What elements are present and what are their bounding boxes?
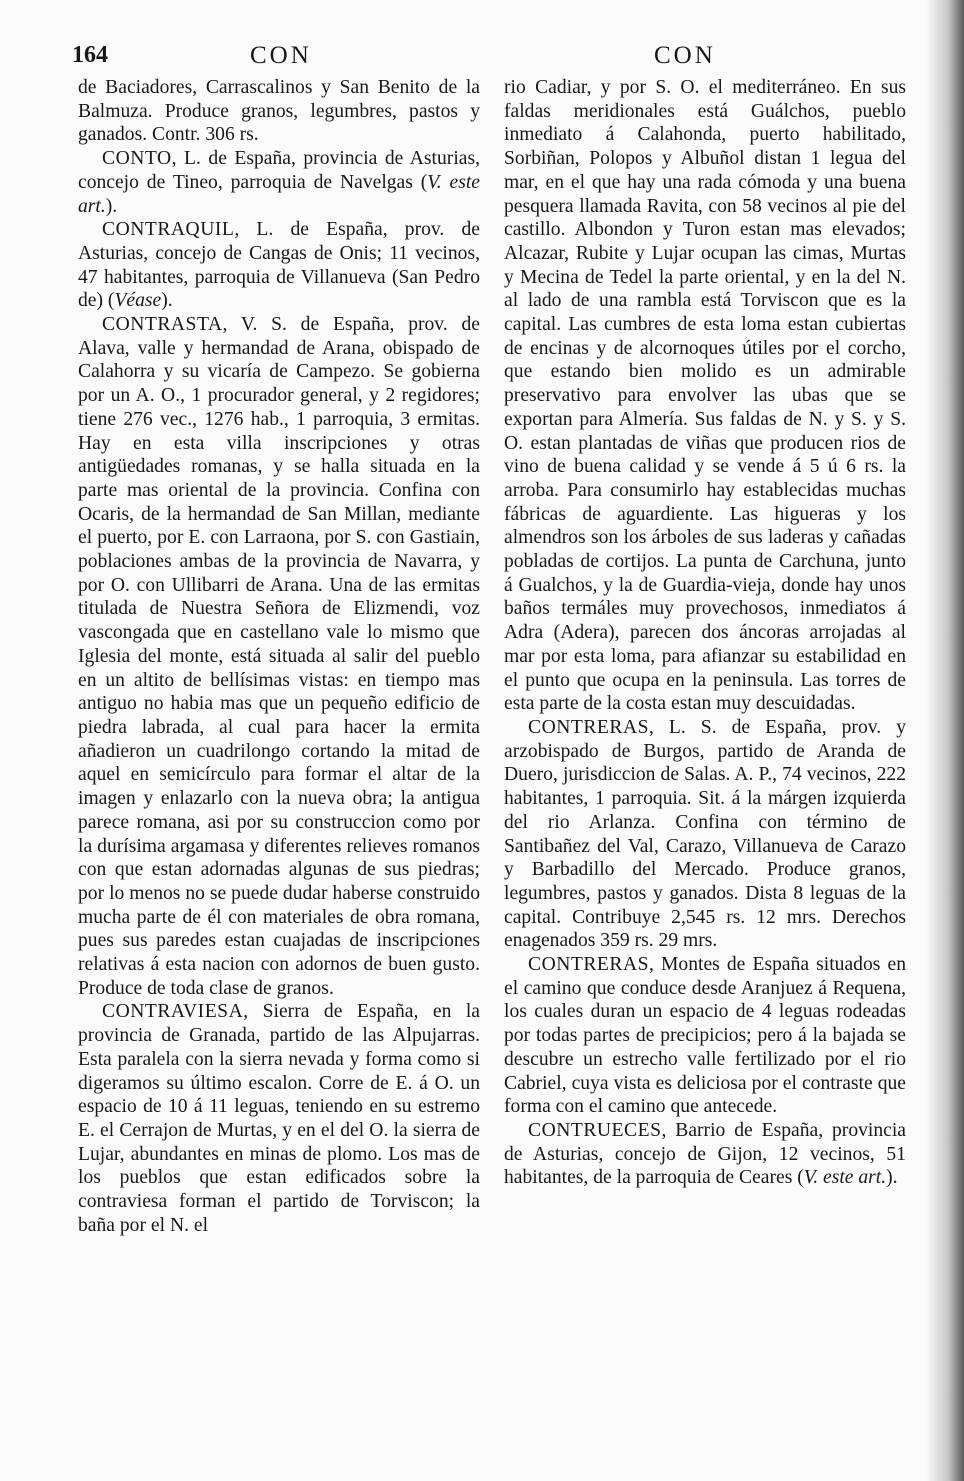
running-head-right: CON: [654, 42, 716, 69]
running-head-left: CON: [250, 42, 312, 69]
entry-headword: CONTRAQUIL: [102, 219, 235, 241]
entry-text: , L. de España, provincia de Asturias, concejo de Tineo, parroquia de Navelgas (: [78, 148, 480, 193]
entry-contreras-town: [504, 716, 906, 953]
entry-headword: CONTRASTA: [102, 314, 223, 336]
entry-text: , Sierra de España, en la provincia de Granada, partido de las Alpujarras. Esta paralela con la sierra nevada y forma como si digeramos su último escalon. Corre de E. á O. un espacio de 10 á 11 leguas, teniendo en su estremo E. el Cerrajon de Murtas, y en el del O. la sierra de Lujar, abundantes en minas de plomo. Los mas de los pueblos que estan edificados sobre la contraviesa forman el partido de Torviscon; la baña por el N. el: [78, 1001, 480, 1236]
page-number: 164: [72, 42, 108, 68]
page-header: [72, 38, 852, 78]
cross-reference: V. este art.: [78, 171, 480, 217]
entry-text: , L. de España, prov. de Asturias, concejo de Cangas de Onis; 11 vecinos, 47 habitantes, parroquia de Villanueva (San Pedro de) (: [78, 219, 480, 312]
entry-contraquil: [78, 218, 480, 313]
entry-text: , V. S. de España, prov. de Alava, valle y hermandad de Arana, obispado de Calahorra y su vicaría de Campezo. Se gobierna por un A. O., 1 procurador general, y 2 regidores; tiene 276 vec., 1276 hab., 1 parroquia, 3 ermitas. Hay en esta villa inscripciones y otras antigüedades romanas, y se halla situada en la parte mas oriental de la provincia. Confina con Ocaris, de la hermandad de San Millan, mediante el puerto, por E. con Larraona, por S. con Gastiain, poblaciones ambas de la provincia de Navarra, y por O. con Ullibarri de Arana. Una de las ermitas titulada de Nuestra Señora de Elizmendi, voz vascongada que en castellano vale lo mismo que Iglesia del monte, está situada al salir del pueblo en un altito de bellísimas vistas: en tiempo mas antiguo no habia mas que un pequeño edificio de piedra labrada, al cual para hacer la ermita añadieron un cuadrilongo cortando la mitad de aquel en semicírculo para formar el altar de la imagen y enlazarlo con la nueva obra; la antigua parece romana, asi por su construccion como por la durísima argamasa y diferentes relieves romanos con que estan adornadas algunas de sus piedras; por lo menos no se puede dudar haberse construido mucha parte de él con materiales de obra romana, pues sus paredes estan cuajadas de inscripciones relativas á esta nacion con adornos de buen gusto. Produce de toda clase de granos.: [78, 314, 480, 999]
entry-headword: CONTRERAS: [528, 954, 649, 976]
entry-continuation: de Baciadores, Carrascalinos y San Benito de la Balmuza. Produce granos, legumbres, pastos y ganados. Contr. 306 rs.: [78, 77, 480, 146]
entry-headword: CONTO: [102, 148, 172, 170]
entry-text: , Montes de España situados en el camino que conduce desde Aranjuez á Requena, los cuales duran un espacio de 4 leguas rodeadas por todas partes de precipicios; pero á la bajada se descubre un estrecho valle fertilizado por el rio Cabriel, cuya vista es deliciosa por el contraste que forma con el camino que antecede.: [504, 954, 906, 1118]
entry-conto: [78, 147, 480, 218]
entry-headword: CONTRAVIESA: [102, 1001, 244, 1023]
entry-text: , L. S. de España, prov. y arzobispado de Burgos, partido de Aranda de Duero, jurisdiccion de Salas. A. P., 74 vecinos, 222 habitantes, 1 parroquia. Sit. á la márgen izquierda del rio Arlanza. Confina con término de Santibañez del Val, Carazo, Villanueva de Carazo y Barbadillo del Mercado. Produce granos, legumbres, pastos y ganados. Dista 8 leguas de la capital. Contribuye 2,545 rs. 12 mrs. Derechos enagenados 359 rs. 29 mrs.: [504, 716, 906, 952]
entry-contraviesa: [78, 1000, 480, 1237]
entry-headword: CONTRUECES: [528, 1119, 662, 1141]
entry-contrasta: [78, 313, 480, 1000]
right-column: [504, 76, 906, 1190]
entry-text: ).: [886, 1167, 898, 1189]
binding-shadow: [926, 0, 964, 1481]
entry-text: , Barrio de España, provincia de Asturias, concejo de Gijon, 12 vecinos, 51 habitantes, de la parroquia de Ceares (: [504, 1119, 906, 1189]
cross-reference: Véase: [114, 290, 162, 312]
entry-contrueces: [504, 1119, 906, 1190]
cross-reference: V. este art.: [803, 1167, 887, 1189]
entry-text: ).: [161, 290, 173, 312]
left-column: [78, 76, 480, 1237]
entry-text: ).: [105, 195, 118, 217]
entry-headword: CONTRERAS: [528, 716, 649, 738]
entry-continuation: rio Cadiar, y por S. O. el mediterráneo. En sus faldas meridionales está Guálchos, pueblo inmediato á Calahonda, puerto habilitado, Sorbiñan, Polopos y Albuñol distan 1 legua del mar, en el que hay una rada cómoda y una buena pesquera llamada Ravita, con 58 vecinos al pie del castillo. Albondon y Turon estan mas elevados; Alcazar, Rubite y Lujar ocupan las cimas, Murtas y Mecina de Tedel la parte oriental, y en la del N. al lado de una rambla está Torviscon que es la capital. Las cumbres de esta loma estan cubiertas de encinas y de alcornoques útiles por el corcho, que estando bien molido es un admirable preservativo para envolver las ubas que se exportan para Almería. Sus faldas de N. y S. y S. O. estan plantadas de viñas que producen rios de vino de buena calidad y se vende á 5 ú 6 rs. la arroba. Para consumirlo hay establecidas muchas fábricas de aguardiente. Las higueras y los almendros son los árboles de sus laderas y cañadas pobladas de cortijos. La punta de Carchuna, junto á Gualchos, y la de Guardia-vieja, donde hay unos baños termáles muy provechosos, inmediatos á Adra (Adera), parecen dos áncoras arrojadas al mar por esta loma, para afianzar su estabilidad en el punto que ocupa en la peninsula. Las torres de esta parte de la costa estan muy descuidadas.: [504, 77, 906, 715]
entry-contreras-montes: [504, 953, 906, 1119]
